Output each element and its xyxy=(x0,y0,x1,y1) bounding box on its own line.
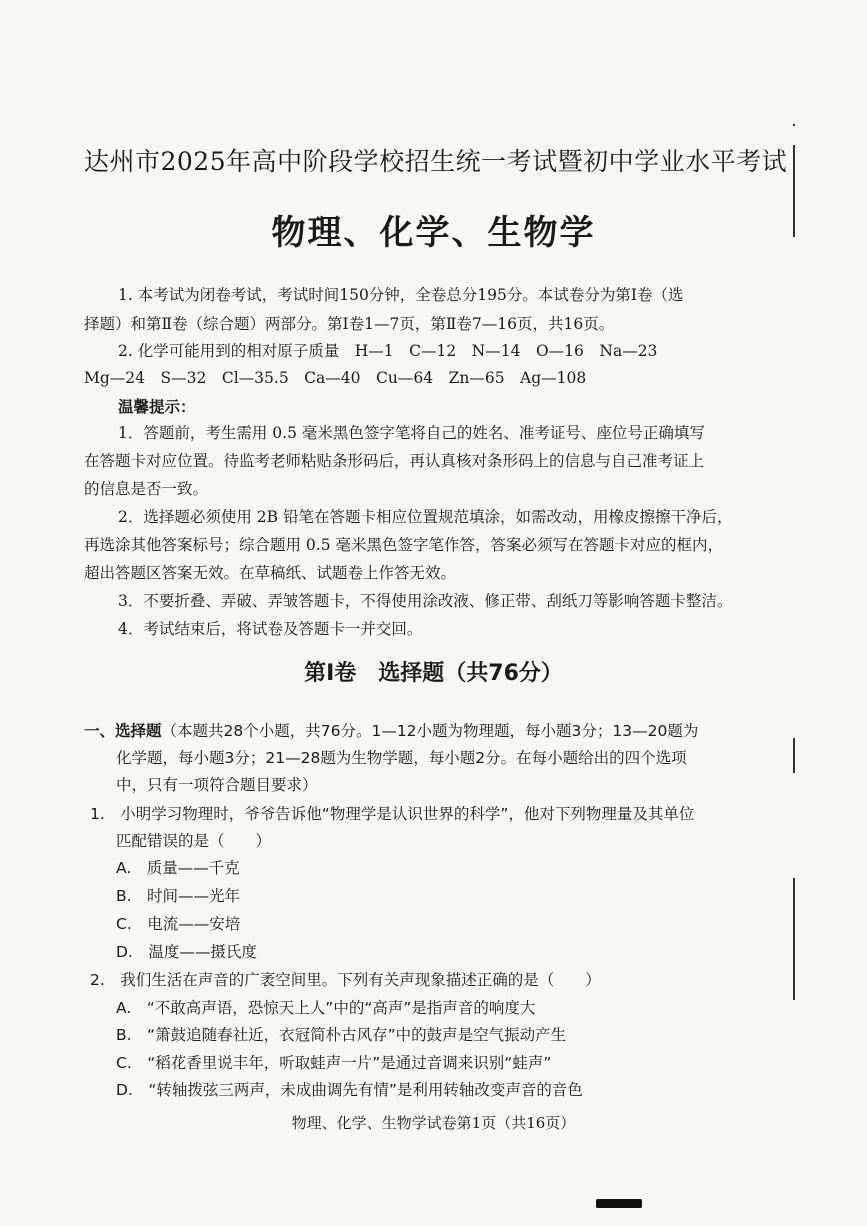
section-title: 第Ⅰ卷 选择题（共76分） xyxy=(304,661,563,686)
scan-mark xyxy=(793,124,795,126)
subject-title: 物理、化学、生物学 xyxy=(271,213,596,253)
scan-smudge xyxy=(596,1199,642,1208)
question-1-stem-line-2: 匹配错误的是（ ） xyxy=(116,832,272,850)
tip-2-line-3: 超出答题区答案无效。在草稿纸、试题卷上作答无效。 xyxy=(84,564,457,582)
part-label: 一、选择题 xyxy=(84,722,162,740)
question-1-option-d: D. 温度——摄氏度 xyxy=(116,943,257,961)
tip-4: 4．考试结束后，将试卷及答题卡一并交回。 xyxy=(118,620,423,638)
part-heading xyxy=(84,717,698,746)
scan-mark xyxy=(793,878,795,1000)
scan-mark xyxy=(793,145,795,237)
part-desc-line-2: 化学题，每小题3分；21—28题为生物学题，每小题2分。在每小题给出的四个选项 xyxy=(116,749,687,767)
question-1-option-b: B. 时间——光年 xyxy=(116,887,241,905)
tip-1-line-2: 在答题卡对应位置。待监考老师粘贴条形码后，再认真核对条形码上的信息与自己准考证上 xyxy=(84,452,705,470)
question-2-option-b: B. “箫鼓追随春社近，衣冠简朴古风存”中的鼓声是空气振动产生 xyxy=(116,1026,567,1044)
tip-3: 3．不要折叠、弄破、弄皱答题卡，不得使用涂改液、修正带、刮纸刀等影响答题卡整洁。 xyxy=(118,592,733,610)
note-1-line-2: 择题）和第Ⅱ卷（综合题）两部分。第Ⅰ卷1—7页，第Ⅱ卷7—16页，共16页。 xyxy=(84,315,615,333)
tip-2-line-2: 再选涂其他答案标号；综合题用 0.5 毫米黑色签字笔作答，答案必须写在答题卡对应的框内， xyxy=(84,536,724,554)
tip-2-line-1: 2．选择题必须使用 2B 铅笔在答题卡相应位置规范填涂，如需改动，用橡皮擦擦干净后， xyxy=(118,508,733,526)
note-2-line-2: Mg—24 S—32 Cl—35.5 Ca—40 Cu—64 Zn—65 Ag—108 xyxy=(84,369,587,387)
exam-title: 达州市2025年高中阶段学校招生统一考试暨初中学业水平考试 xyxy=(84,147,788,176)
part-desc-line-3: 中，只有一项符合题目要求） xyxy=(116,776,318,794)
question-2-option-c: C. “稻花香里说丰年，听取蛙声一片”是通过音调来识别“蛙声” xyxy=(116,1054,552,1072)
tip-1-line-3: 的信息是否一致。 xyxy=(84,480,209,498)
note-1-line-1: 1. 本考试为闭卷考试，考试时间150分钟，全卷总分195分。本试卷分为第Ⅰ卷（选 xyxy=(118,286,684,304)
question-1-stem-line-1: 1. 小明学习物理时，爷爷告诉他“物理学是认识世界的科学”，他对下列物理量及其单位 xyxy=(90,805,695,823)
scan-mark xyxy=(793,738,795,773)
question-2-option-a: A. “不敢高声语，恐惊天上人”中的“高声”是指声音的响度大 xyxy=(116,999,536,1017)
part-desc-line-1: （本题共28个小题，共76分。1—12小题为物理题，每小题3分；13—20题为 xyxy=(161,722,699,740)
tip-1-line-1: 1．答题前，考生需用 0.5 毫米黑色签字笔将自己的姓名、准考证号、座位号正确填写 xyxy=(118,424,705,442)
tips-title: 温馨提示： xyxy=(118,397,196,416)
note-2-line-1: 2. 化学可能用到的相对原子质量 H—1 C—12 N—14 O—16 Na—23 xyxy=(118,342,658,360)
question-2-option-d: D. “转轴拨弦三两声，未成曲调先有情”是利用转轴改变声音的音色 xyxy=(116,1081,583,1099)
page-footer: 物理、化学、生物学试卷第1页（共16页） xyxy=(291,1114,576,1132)
question-1-option-c: C. 电流——安培 xyxy=(116,915,241,933)
question-2-stem-line-1: 2. 我们生活在声音的广袤空间里。下列有关声现象描述正确的是（ ） xyxy=(90,971,601,989)
question-1-option-a: A. 质量——千克 xyxy=(116,859,240,877)
